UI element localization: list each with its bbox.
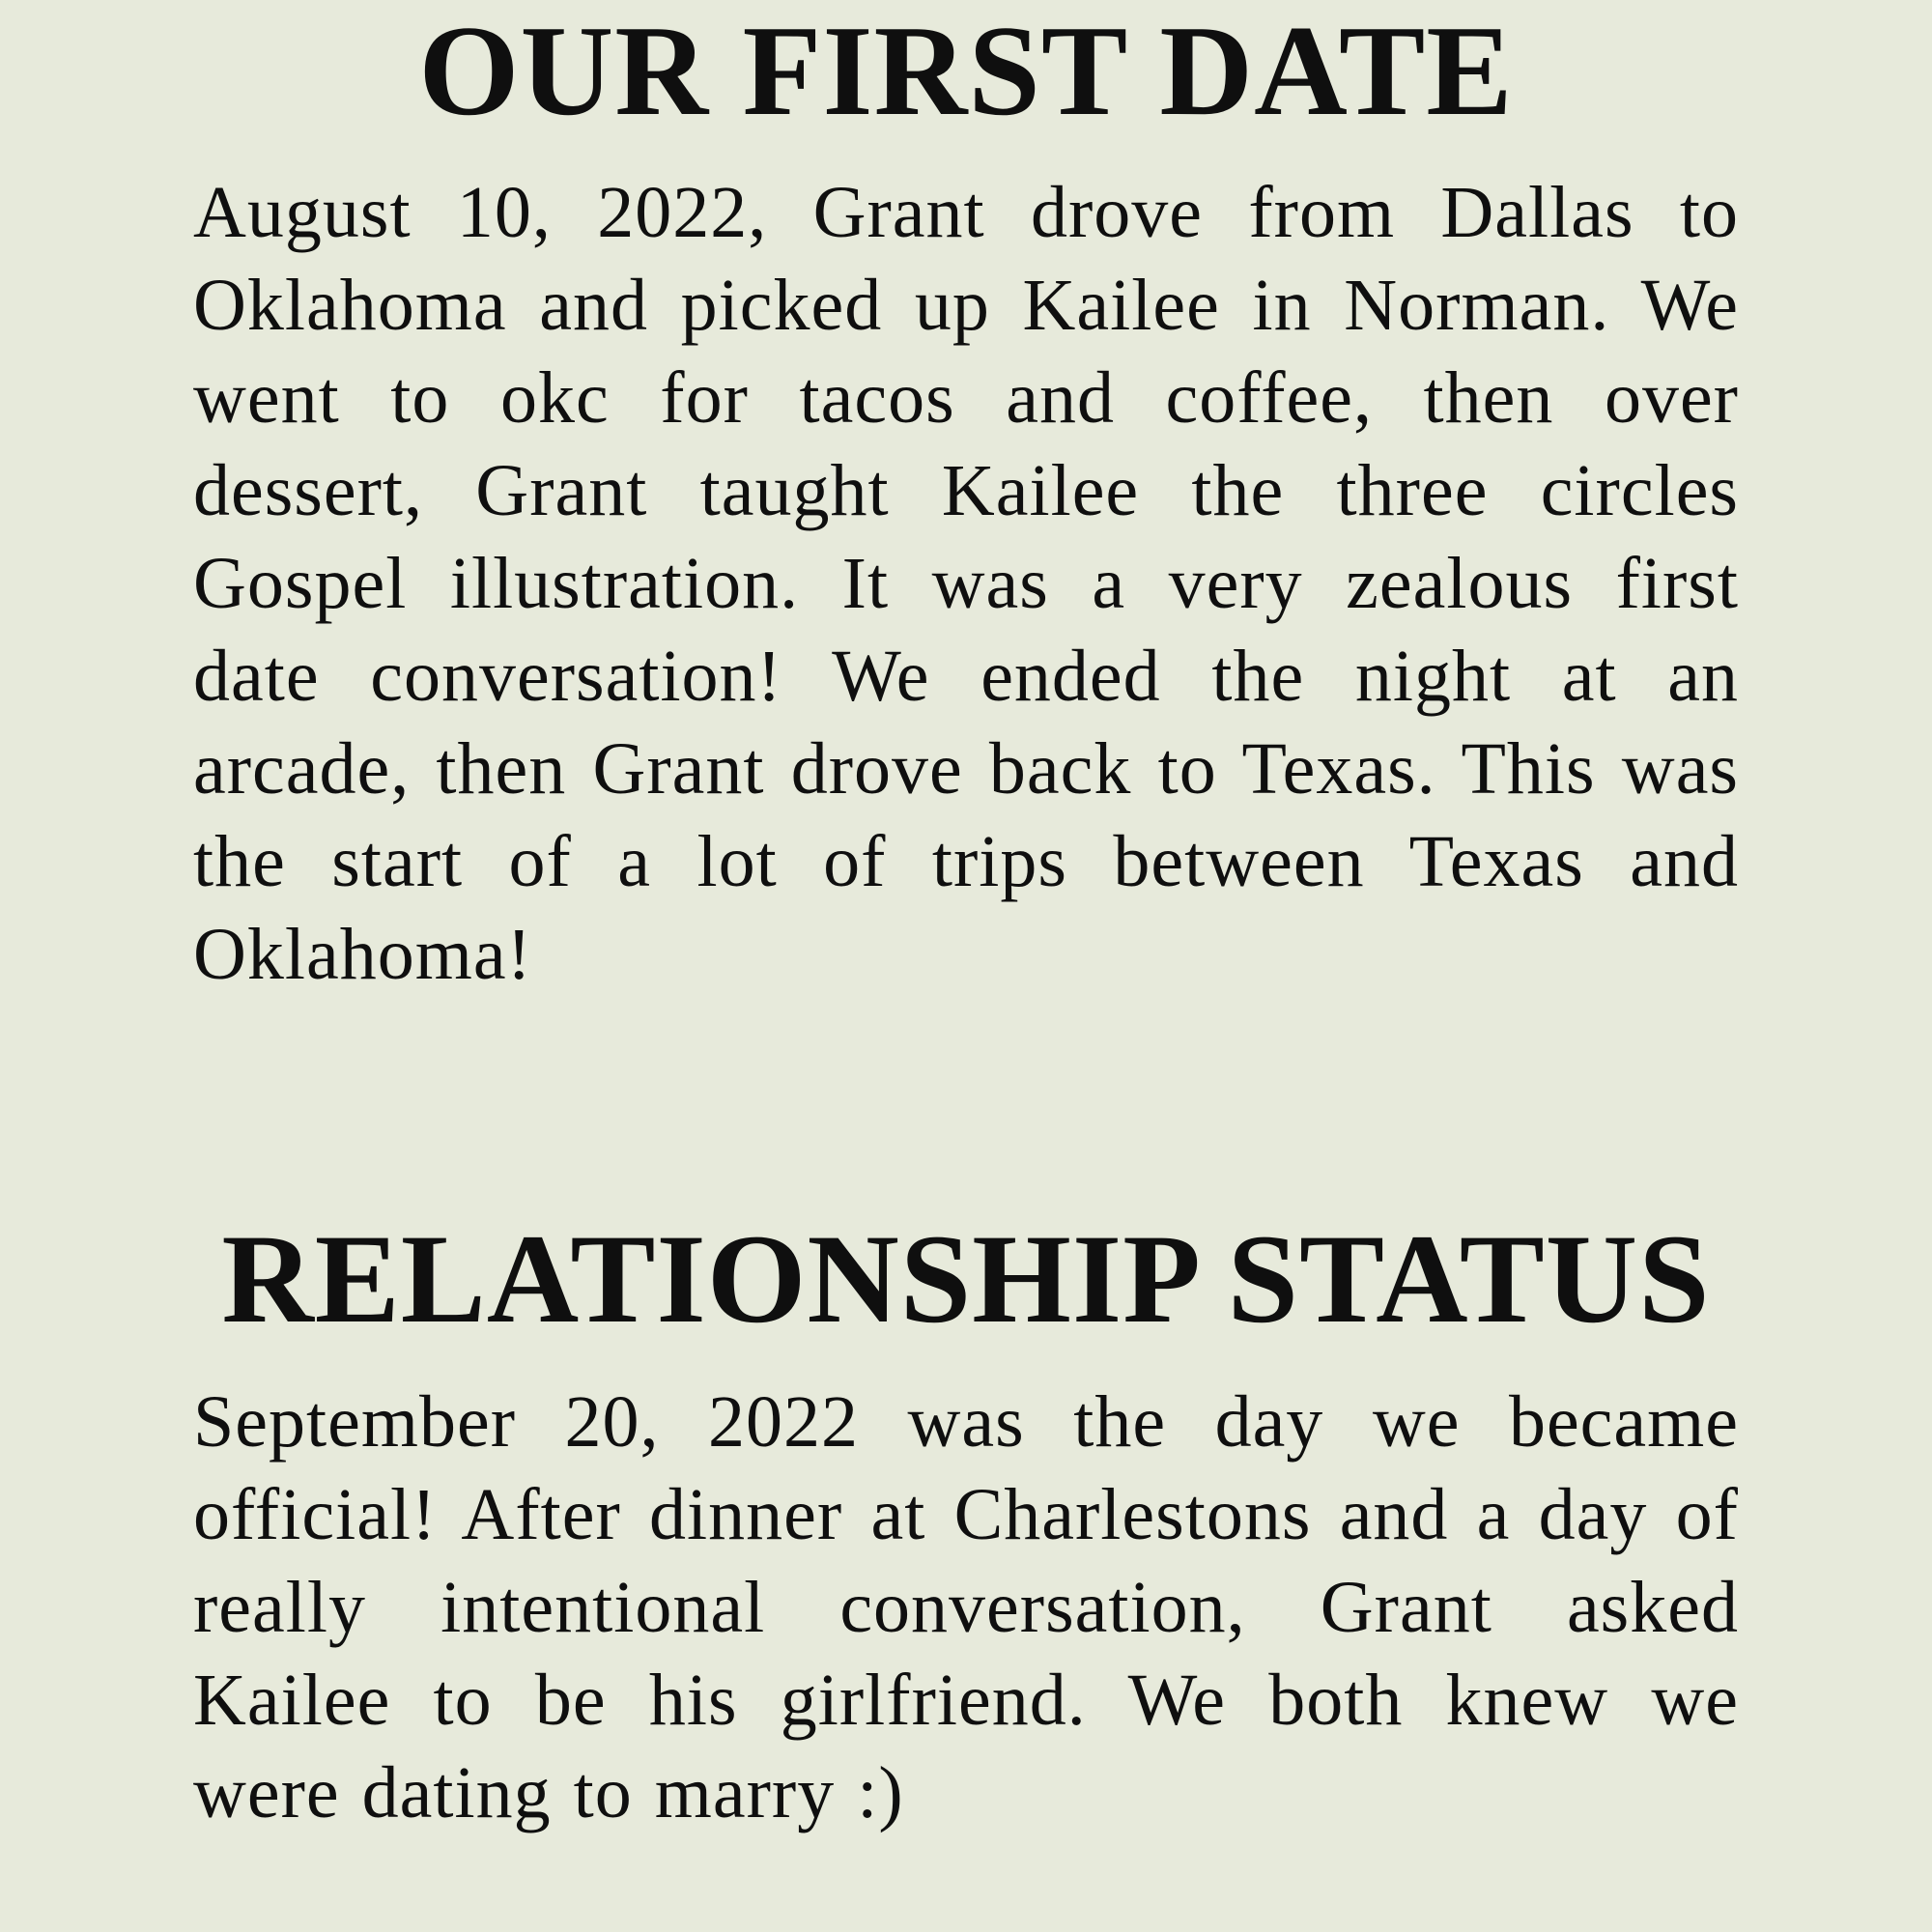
first-date-paragraph: August 10, 2022, Grant drove from Dallas to Oklahoma and picked up Kailee in Norman. We went to okc for tacos and coffee, then over dessert, Grant taught Kailee the three circles Gospel illustration. It was a very zealous first date conversation! We ended the night at an arcade, then Grant drove back to Texas. This was the start of a lot of trips between Texas and Oklahoma!	[193, 172, 1739, 995]
relationship-status-heading: RELATIONSHIP STATUS	[221, 1208, 1711, 1350]
first-date-heading: OUR FIRST DATE	[418, 0, 1514, 142]
relationship-status-paragraph: September 20, 2022 was the day we became official! After dinner at Charlestons and a day of really intentional conversation, Grant asked Kailee to be his girlfriend. We both knew we were dating to marry :)	[193, 1381, 1739, 1833]
